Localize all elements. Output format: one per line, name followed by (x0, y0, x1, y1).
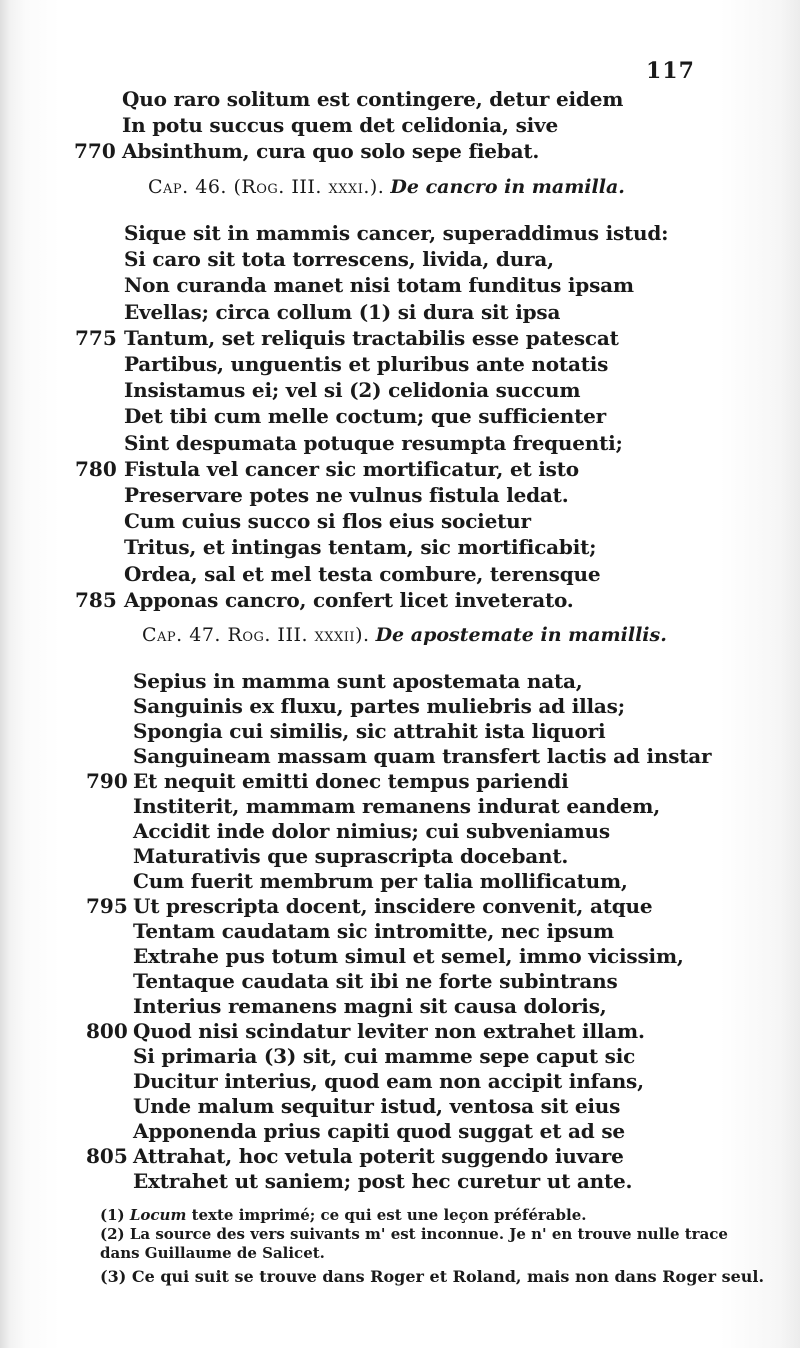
verse-line: Tantum, set reliquis tractabilis esse patescat (124, 325, 619, 350)
footnote-text: texte imprimé; ce qui est une leçon préférable. (191, 1206, 587, 1224)
verse-line: Evellas; circa collum (1) si dura sit ipsa (124, 299, 561, 324)
verse-line: Si caro sit tota torrescens, livida, dura, (124, 247, 554, 272)
verse-line: Institerit, mammam remanens indurat eandem, (133, 794, 661, 818)
chapter-reference: Cap. 47. Rog. III. xxxii). (142, 624, 370, 646)
chapter-title: De apostemate in mamillis. (375, 624, 667, 646)
verse-line: Tentaque caudata sit ibi ne forte subintrans (133, 969, 618, 993)
verse-line: Sanguineam massam quam transfert lactis ad instar (133, 744, 712, 768)
line-number: 800 (86, 1019, 128, 1043)
line-number: 805 (86, 1144, 128, 1168)
footnote-1 (100, 1206, 750, 1225)
chapter-title: De cancro in mamilla. (390, 176, 625, 198)
verse-line: Attrahat, hoc vetula poterit suggendo iuvare (133, 1144, 624, 1168)
verse-line: Tentam caudatam sic intromitte, nec ipsum (133, 919, 615, 943)
verse-line: Sique sit in mammis cancer, superaddimus istud: (124, 221, 669, 245)
verse-line: Et nequit emitti donec tempus pariendi (133, 769, 569, 793)
line-number: 795 (86, 894, 128, 918)
chapter-heading-47 (142, 624, 667, 646)
verse-line: Preservare potes ne vulnus fistula ledat. (124, 483, 569, 507)
line-number: 780 (75, 456, 117, 481)
verse-line: Cum fuerit membrum per talia mollificatum, (133, 869, 628, 893)
footnote-mark: (1) (100, 1206, 125, 1224)
verse-line: Sepius in mamma sunt apostemata nata, (133, 669, 583, 693)
verse-line: Cum cuius succo si flos eius societur (124, 509, 531, 534)
verse-line: Spongia cui similis, sic attrahit ista liquori (133, 719, 606, 743)
verse-line: Fistula vel cancer sic mortificatur, et isto (124, 456, 579, 481)
verse-line: Accidit inde dolor nimius; cui subveniamus (133, 819, 610, 843)
verse-line: Ut prescripta docent, inscidere convenit, atque (133, 894, 653, 918)
line-number: 770 (74, 139, 116, 163)
page-number: 117 (646, 58, 695, 84)
footnote-3: (3) Ce qui suit se trouve dans Roger et Roland, mais non dans Roger seul. (100, 1267, 765, 1286)
verse-line: Det tibi cum melle coctum; que sufficienter (124, 404, 607, 429)
verse-line: Unde malum sequitur istud, ventosa sit eius (133, 1094, 621, 1118)
verse-line: Extrahet ut saniem; post hec curetur ut ante. (133, 1169, 633, 1193)
verse-line: Apponas cancro, confert licet inveterato. (124, 587, 574, 612)
footnote-text: (2) La source des vers suivants m' est inconnue. Je n' en trouve nulle trace (100, 1225, 728, 1243)
verse-line: Apponenda prius capiti quod suggat et ad se (133, 1119, 625, 1143)
verse-line: Tritus, et intingas tentam, sic mortificabit; (124, 535, 597, 560)
verse-line: Insistamus ei; vel si (2) celidonia succum (124, 378, 581, 403)
verse-line: Sanguinis ex fluxu, partes muliebris ad illas; (133, 694, 625, 718)
footnote-text-continued: dans Guillaume de Salicet. (100, 1244, 325, 1262)
verse-line: Partibus, unguentis et pluribus ante notatis (124, 352, 609, 376)
verse-line: Interius remanens magni sit causa doloris, (133, 994, 607, 1018)
verse-line: Quo raro solitum est contingere, detur eidem (122, 87, 624, 111)
verse-line: Non curanda manet nisi totam funditus ipsam (124, 273, 634, 298)
verse-line: Sint despumata potuque resumpta frequenti; (124, 430, 623, 455)
line-number: 785 (75, 587, 117, 612)
verse-line: Extrahe pus totum simul et semel, immo vicissim, (133, 944, 684, 968)
chapter-reference: Cap. 46. (Rog. III. xxxi.). (148, 176, 385, 198)
footnotes (100, 1206, 765, 1286)
footnote-italic-word: Locum (129, 1206, 187, 1224)
verse-line: Maturativis que suprascripta docebant. (133, 844, 569, 868)
footnote-2 (100, 1225, 750, 1263)
verse-line: Ordea, sal et mel testa combure, terensque (124, 561, 601, 586)
chapter-heading-46 (148, 176, 625, 198)
verse-line: Si primaria (3) sit, cui mamme sepe caput sic (133, 1044, 636, 1068)
verse-line: Ducitur interius, quod eam non accipit infans, (133, 1069, 644, 1093)
verse-line: Quod nisi scindatur leviter non extrahet illam. (133, 1019, 645, 1043)
line-number: 775 (75, 325, 117, 350)
line-number: 790 (86, 769, 128, 793)
verse-line: In potu succus quem det celidonia, sive (122, 113, 558, 137)
verse-line: Absinthum, cura quo solo sepe fiebat. (122, 139, 540, 163)
